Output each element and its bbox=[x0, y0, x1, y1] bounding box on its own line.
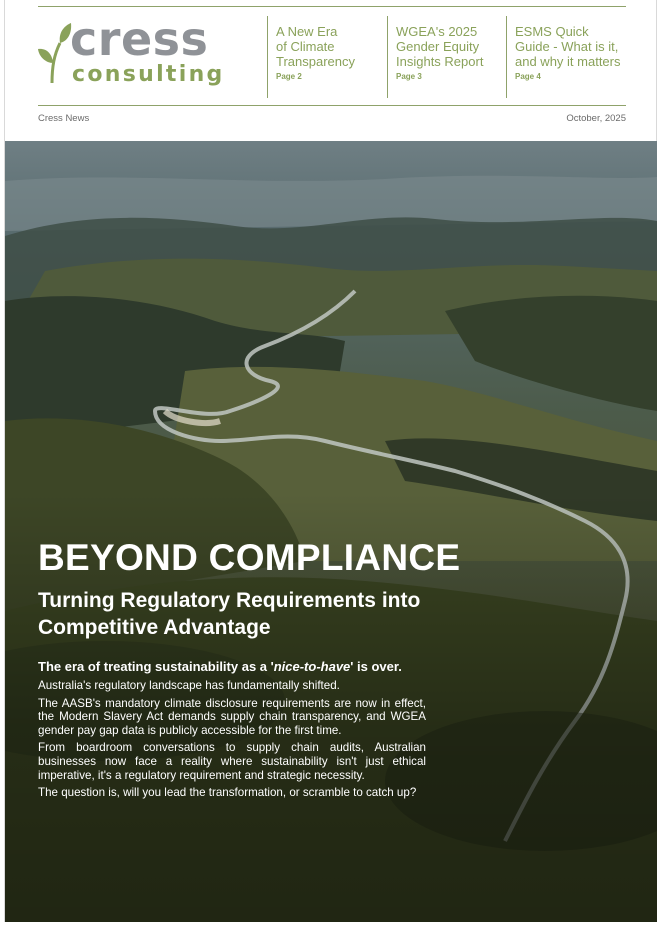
top-rule bbox=[38, 6, 626, 7]
hero-lead bbox=[38, 659, 438, 674]
body-paragraph: The question is, will you lead the transformation, or scramble to catch up? bbox=[38, 786, 417, 800]
teaser-title: WGEA's 2025 Gender Equity Insights Report bbox=[396, 24, 484, 69]
lead-text-end: ' is over. bbox=[350, 659, 402, 674]
body-paragraph: Australia's regulatory landscape has fundamentally shifted. bbox=[38, 679, 340, 692]
teaser-page: Page 3 bbox=[396, 72, 422, 81]
teaser-title: ESMS Quick Guide - What is it, and why it matters bbox=[515, 24, 621, 69]
lead-emphasis: nice-to-have bbox=[273, 659, 351, 674]
section-label: Cress News bbox=[38, 113, 90, 124]
teaser-page: Page 2 bbox=[276, 72, 302, 81]
teaser-climate[interactable] bbox=[267, 16, 379, 98]
header-rule bbox=[38, 105, 626, 106]
logo-subwordmark: consulting bbox=[72, 62, 225, 87]
teaser-title: A New Era of Climate Transparency bbox=[276, 24, 355, 69]
teaser-page: Page 4 bbox=[515, 72, 541, 81]
body-paragraph: The AASB's mandatory climate disclosure requirements are now in effect, the Modern Slavery Act demands supply chain transparency, and WGEA gender pay gap data is publicly accessible for the first time. bbox=[38, 696, 426, 737]
teaser-esms[interactable] bbox=[506, 16, 630, 98]
hero-landscape-image bbox=[5, 141, 657, 922]
teaser-wgea[interactable] bbox=[387, 16, 497, 98]
issue-date: October, 2025 bbox=[566, 113, 626, 124]
hero-subhead: Turning Regulatory Requirements into Competitive Advantage bbox=[38, 589, 421, 639]
logo-wordmark: cress bbox=[70, 12, 209, 66]
cress-logo bbox=[38, 12, 243, 90]
body-paragraph: From boardroom conversations to supply chain audits, Australian businesses now face a reality where sustainability isn't just ethical imperative, it's a regulatory requirement and strategic necessity. bbox=[38, 741, 426, 782]
lead-text-start: The era of treating sustainability as a ' bbox=[38, 659, 274, 674]
hero-body bbox=[38, 679, 426, 804]
hero-headline: BEYOND COMPLIANCE bbox=[38, 537, 461, 578]
sprout-icon bbox=[38, 23, 72, 85]
